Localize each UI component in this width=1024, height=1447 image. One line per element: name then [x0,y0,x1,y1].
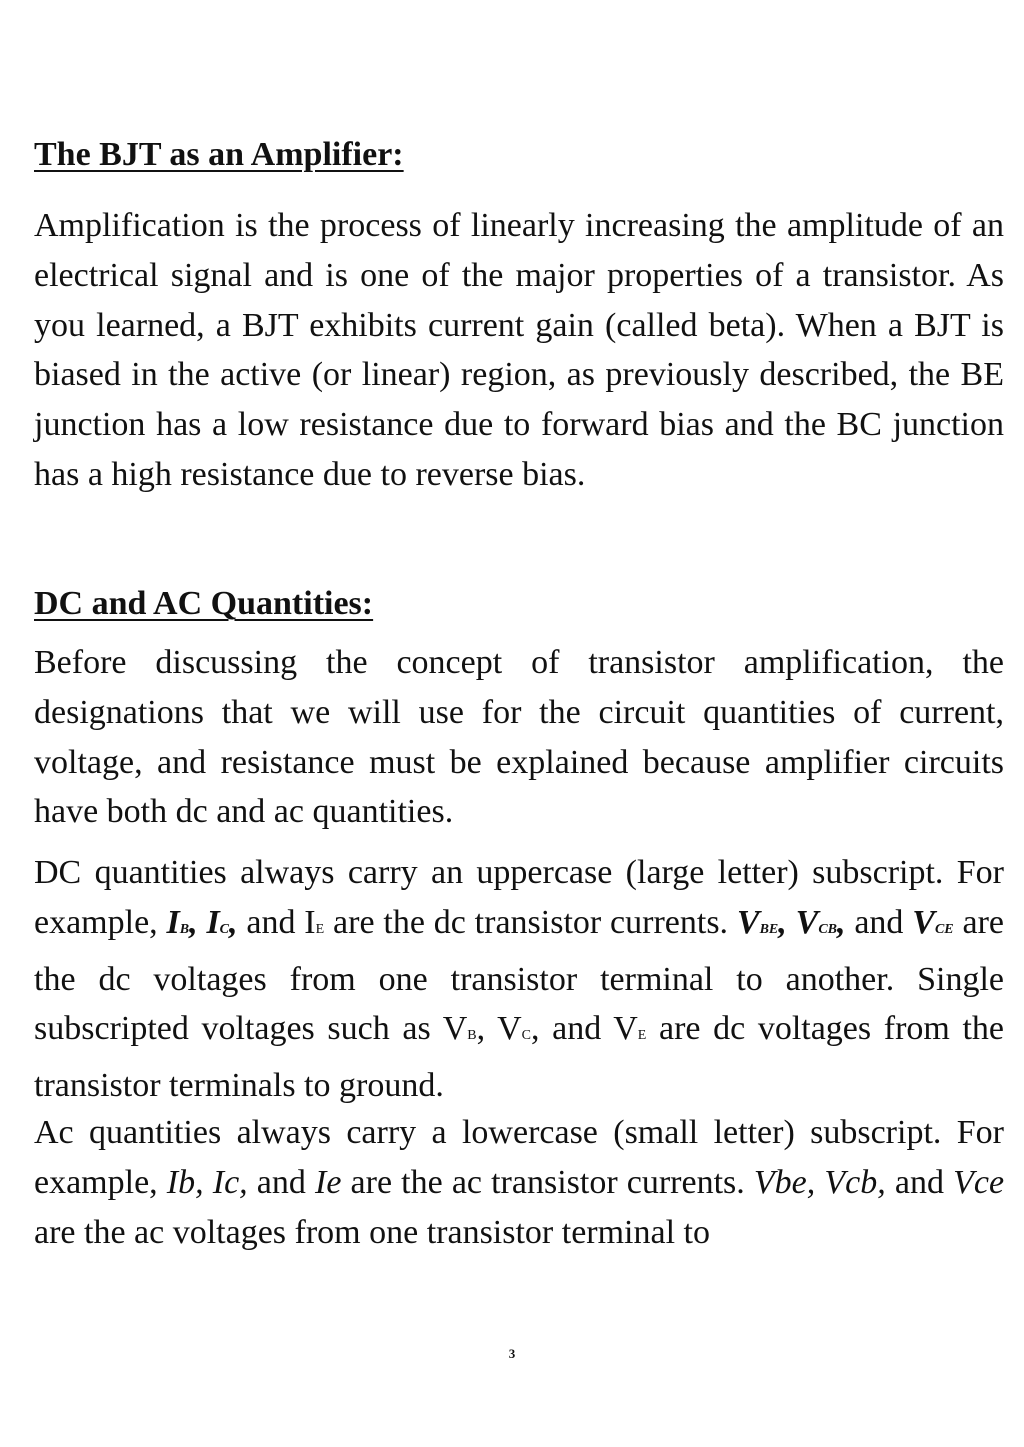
section-heading-dc-ac-quantities: DC and AC Quantities: [34,585,374,622]
symbol-vc-subscript: C [521,1028,532,1044]
symbol-vbe-ac: Vbe, [753,1163,816,1201]
symbol-ie-dc-subscript: E [315,921,325,937]
symbol-vbe-dc: VBE [736,903,779,941]
dc-ac-intro-paragraph: Before discussing the concept of transistor amplification, the designations that we will use for the circuit quantities of current, voltage, and resistance must be explained because amplifier circuits have both dc and ac quantities. [34,644,1004,831]
page-number: 3 [508,1346,516,1361]
symbol-vb-subscript: B [467,1028,477,1044]
section-heading-bjt-amplifier: The BJT as an Amplifier: [34,136,404,173]
symbol-vcb-dc: VCB [795,903,837,941]
symbol-ib-dc: IB [166,903,190,941]
symbol-vce-ac: Vce [953,1163,1005,1201]
ac-quantities-paragraph: Ac quantities always carry a lowercase (small letter) subscript. For example, Ib, Ic, and Ie are the ac transistor currents. Vbe, Vcb, and Vce are the ac voltages from one transistor terminal to [34,1114,1005,1251]
symbol-ib-ac: Ib, [166,1163,204,1201]
amplification-paragraph: Amplification is the process of linearly increasing the amplitude of an electrical signal and is one of the major properties of a transistor. As you learned, a BJT exhibits current gain (called beta). When a BJT is biased in the active (or linear) region, as previously described, the BE junction has a low resistance due to forward bias and the BC junction has a high resistance due to reverse bias. [34,207,1004,493]
symbol-ie-ac: Ie [315,1163,342,1201]
symbol-vce-dc: VCE [912,903,954,941]
symbol-ve-subscript: E [637,1028,647,1044]
symbol-ic-ac: Ic, [212,1163,248,1201]
dc-quantities-paragraph: DC quantities always carry an uppercase (large letter) subscript. For example, IB, IC, and IE are the dc transistor currents. VBE, VCB, and VCE are the dc voltages from one transistor terminal to another. Single subscripted voltages such as VB, VC, and VE are dc voltages from the transistor terminals to ground. [34,854,1005,1105]
symbol-ic-dc: IC [206,903,230,941]
symbol-vcb-ac: Vcb, [824,1163,886,1201]
